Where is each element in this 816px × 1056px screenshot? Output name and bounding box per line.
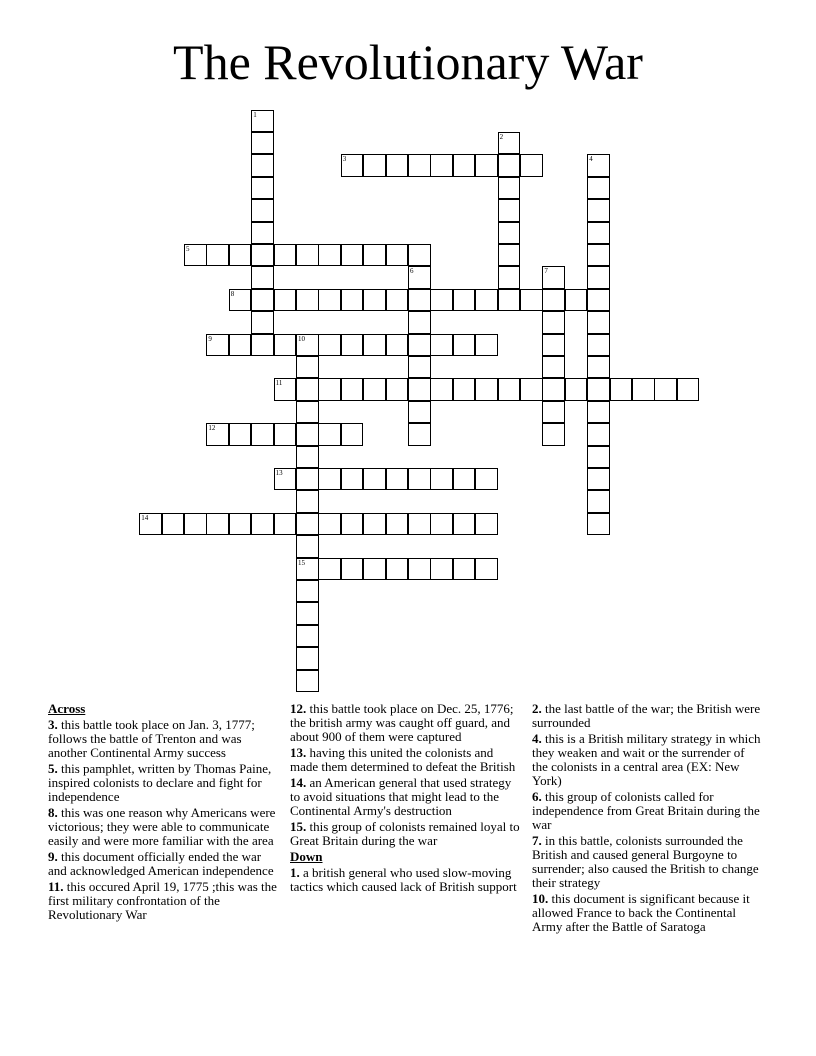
grid-cell[interactable]	[475, 334, 498, 357]
clue-item-text: an American general that used strategy to avoid situations that might lead to the Continental Army's destruction	[290, 775, 512, 818]
grid-cell[interactable]	[296, 558, 319, 581]
clue-item-text: having this united the colonists and made them determined to defeat the British	[290, 745, 516, 774]
clue-item-text: this group of colonists remained loyal to Great Britain during the war	[290, 819, 520, 848]
clue-item-number: 9.	[48, 849, 58, 864]
grid-cell[interactable]	[386, 334, 409, 357]
grid-cell[interactable]	[296, 602, 319, 625]
clue-item-text: this group of colonists called for independence from Great Britain during the war	[532, 789, 760, 832]
clue-item	[48, 718, 278, 760]
grid-cell[interactable]	[408, 378, 431, 401]
grid-cell[interactable]	[542, 423, 565, 446]
grid-cell[interactable]	[341, 378, 364, 401]
grid-cell[interactable]	[475, 289, 498, 312]
clue-number: 9	[208, 334, 212, 343]
grid-cell[interactable]	[296, 670, 319, 693]
clue-item	[532, 702, 762, 730]
grid-cell[interactable]	[587, 266, 610, 289]
clue-item-number: 13.	[290, 745, 307, 760]
grid-cell[interactable]	[453, 513, 476, 536]
grid-cell[interactable]	[520, 154, 543, 177]
grid-cell[interactable]	[408, 334, 431, 357]
grid-cell[interactable]	[251, 132, 274, 155]
clue-item-number: 8.	[48, 805, 58, 820]
grid-cell[interactable]	[229, 334, 252, 357]
grid-cell[interactable]	[453, 558, 476, 581]
clue-item-text: this occured April 19, 1775 ;this was the first military confrontation of the Revolutionary War	[48, 879, 277, 922]
grid-cell[interactable]	[229, 513, 252, 536]
grid-cell[interactable]	[341, 468, 364, 491]
grid-cell[interactable]	[610, 378, 633, 401]
grid-cell[interactable]	[318, 513, 341, 536]
clue-item-number: 6.	[532, 789, 542, 804]
grid-cell[interactable]	[296, 580, 319, 603]
grid-cell[interactable]	[251, 334, 274, 357]
clue-item	[48, 762, 278, 804]
grid-cell[interactable]	[408, 513, 431, 536]
grid-cell[interactable]	[498, 154, 521, 177]
grid-cell[interactable]	[542, 266, 565, 289]
across-clue-list-continued	[290, 702, 520, 848]
grid-cell[interactable]	[296, 244, 319, 267]
grid-cell[interactable]	[296, 401, 319, 424]
grid-cell[interactable]	[386, 378, 409, 401]
grid-cell[interactable]	[498, 244, 521, 267]
grid-cell[interactable]	[363, 558, 386, 581]
down-clue-list	[290, 866, 520, 894]
clues-column-3	[532, 702, 762, 936]
grid-cell[interactable]	[408, 289, 431, 312]
grid-cell[interactable]	[654, 378, 677, 401]
grid-cell[interactable]	[296, 468, 319, 491]
grid-cell[interactable]	[430, 289, 453, 312]
grid-cell[interactable]	[251, 311, 274, 334]
grid-cell[interactable]	[251, 423, 274, 446]
grid-cell[interactable]	[274, 244, 297, 267]
clue-item-number: 10.	[532, 891, 549, 906]
clue-item-number: 2.	[532, 701, 542, 716]
clue-item-text: this pamphlet, written by Thomas Paine, inspired colonists to declare and fight for independence	[48, 761, 272, 804]
grid-cell[interactable]	[386, 513, 409, 536]
grid-cell[interactable]	[475, 378, 498, 401]
grid-cell[interactable]	[542, 311, 565, 334]
grid-cell[interactable]	[251, 266, 274, 289]
clue-item-text: this battle took place on Jan. 3, 1777; follows the battle of Trenton and was another Continental Army success	[48, 717, 255, 760]
grid-cell[interactable]	[475, 154, 498, 177]
grid-cell[interactable]	[341, 423, 364, 446]
grid-cell[interactable]	[453, 378, 476, 401]
grid-cell[interactable]	[498, 289, 521, 312]
grid-cell[interactable]	[296, 446, 319, 469]
clue-number: 11	[275, 379, 283, 388]
grid-cell[interactable]	[587, 378, 610, 401]
grid-cell[interactable]	[587, 177, 610, 200]
clue-number: 12	[208, 424, 216, 433]
grid-cell[interactable]	[498, 177, 521, 200]
clue-number: 2	[499, 132, 504, 141]
clues-column-2	[290, 702, 520, 896]
grid-cell[interactable]	[475, 468, 498, 491]
grid-cell[interactable]	[229, 244, 252, 267]
grid-cell[interactable]	[587, 468, 610, 491]
grid-cell[interactable]	[296, 423, 319, 446]
clue-item	[290, 866, 520, 894]
grid-cell[interactable]	[542, 334, 565, 357]
clue-item	[532, 732, 762, 788]
clue-item	[532, 892, 762, 934]
grid-cell[interactable]	[542, 401, 565, 424]
grid-cell[interactable]	[296, 535, 319, 558]
grid-cell[interactable]	[408, 401, 431, 424]
clue-number: 14	[141, 513, 149, 522]
grid-cell[interactable]	[296, 647, 319, 670]
grid-cell[interactable]	[408, 266, 431, 289]
grid-cell[interactable]	[363, 289, 386, 312]
grid-cell[interactable]	[386, 289, 409, 312]
grid-cell[interactable]	[274, 378, 297, 401]
grid-cell[interactable]	[341, 289, 364, 312]
grid-cell[interactable]	[251, 513, 274, 536]
grid-cell[interactable]	[542, 356, 565, 379]
clue-item	[48, 880, 278, 922]
clue-number: 1	[253, 110, 257, 119]
clue-item-text: this battle took place on Dec. 25, 1776; the british army was caught off guard, and about 900 of them were captured	[290, 701, 514, 744]
clue-number: 7	[544, 267, 548, 276]
grid-cell[interactable]	[430, 334, 453, 357]
clue-item-text: in this battle, colonists surrounded the British and caused general Burgoyne to surrender; also caused the British to change their strategy	[532, 833, 759, 890]
clue-item-text: the last battle of the war; the British were surrounded	[532, 701, 761, 730]
grid-cell[interactable]	[408, 356, 431, 379]
grid-cell[interactable]	[139, 513, 162, 536]
clue-item	[532, 834, 762, 890]
grid-cell[interactable]	[296, 490, 319, 513]
grid-cell[interactable]	[408, 558, 431, 581]
grid-cell[interactable]	[430, 468, 453, 491]
grid-cell[interactable]	[206, 513, 229, 536]
grid-cell[interactable]	[587, 423, 610, 446]
grid-cell[interactable]	[318, 423, 341, 446]
grid-cell[interactable]	[274, 423, 297, 446]
grid-cell[interactable]	[363, 154, 386, 177]
grid-cell[interactable]	[430, 558, 453, 581]
grid-cell[interactable]	[386, 558, 409, 581]
grid-cell[interactable]	[565, 378, 588, 401]
clue-item-number: 7.	[532, 833, 542, 848]
grid-cell[interactable]	[498, 222, 521, 245]
grid-cell[interactable]	[453, 334, 476, 357]
grid-cell[interactable]	[341, 154, 364, 177]
grid-cell[interactable]	[206, 244, 229, 267]
grid-cell[interactable]	[296, 334, 319, 357]
clue-item-number: 5.	[48, 761, 58, 776]
grid-cell[interactable]	[408, 154, 431, 177]
grid-cell[interactable]	[318, 244, 341, 267]
grid-cell[interactable]	[498, 266, 521, 289]
grid-cell[interactable]	[587, 289, 610, 312]
grid-cell[interactable]	[386, 468, 409, 491]
grid-cell[interactable]	[296, 289, 319, 312]
grid-cell[interactable]	[430, 154, 453, 177]
grid-cell[interactable]	[296, 378, 319, 401]
grid-cell[interactable]	[251, 154, 274, 177]
grid-cell[interactable]	[386, 154, 409, 177]
grid-cell[interactable]	[206, 334, 229, 357]
grid-cell[interactable]	[251, 244, 274, 267]
grid-cell[interactable]	[206, 423, 229, 446]
grid-cell[interactable]	[498, 199, 521, 222]
grid-cell[interactable]	[318, 289, 341, 312]
grid-cell[interactable]	[296, 625, 319, 648]
grid-cell[interactable]	[296, 513, 319, 536]
grid-cell[interactable]	[274, 289, 297, 312]
grid-cell[interactable]	[408, 311, 431, 334]
grid-cell[interactable]	[341, 558, 364, 581]
clue-item	[48, 850, 278, 878]
grid-cell[interactable]	[587, 446, 610, 469]
clue-item	[532, 790, 762, 832]
grid-cell[interactable]	[408, 468, 431, 491]
clue-item-number: 1.	[290, 865, 300, 880]
grid-cell[interactable]	[632, 378, 655, 401]
grid-cell[interactable]	[162, 513, 185, 536]
grid-cell[interactable]	[408, 244, 431, 267]
grid-cell[interactable]	[587, 356, 610, 379]
grid-cell[interactable]	[587, 513, 610, 536]
grid-cell[interactable]	[498, 132, 521, 155]
clue-item-text: this document is significant because it allowed France to back the Continental Army after the Battle of Saratoga	[532, 891, 750, 934]
grid-cell[interactable]	[475, 558, 498, 581]
grid-cell[interactable]	[587, 154, 610, 177]
grid-cell[interactable]	[542, 378, 565, 401]
clue-item	[48, 806, 278, 848]
grid-cell[interactable]	[251, 222, 274, 245]
clue-item	[290, 746, 520, 774]
clue-item-text: this is a British military strategy in which they weaken and wait or the surrender of the colonists in a central area (EX: New York)	[532, 731, 761, 788]
grid-cell[interactable]	[274, 334, 297, 357]
grid-cell[interactable]	[229, 423, 252, 446]
grid-cell[interactable]	[453, 468, 476, 491]
grid-cell[interactable]	[341, 513, 364, 536]
grid-cell[interactable]	[453, 289, 476, 312]
grid-cell[interactable]	[386, 244, 409, 267]
grid-cell[interactable]	[251, 289, 274, 312]
grid-cell[interactable]	[520, 378, 543, 401]
grid-cell[interactable]	[408, 423, 431, 446]
grid-cell[interactable]	[184, 244, 207, 267]
grid-cell[interactable]	[274, 468, 297, 491]
grid-cell[interactable]	[341, 244, 364, 267]
down-clue-list-continued	[532, 702, 762, 934]
grid-cell[interactable]	[430, 378, 453, 401]
grid-cell[interactable]	[318, 468, 341, 491]
grid-cell[interactable]	[184, 513, 207, 536]
down-heading: Down	[290, 849, 323, 864]
grid-cell[interactable]	[341, 334, 364, 357]
grid-cell[interactable]	[251, 199, 274, 222]
clue-item-number: 11.	[48, 879, 64, 894]
grid-cell[interactable]	[363, 244, 386, 267]
grid-cell[interactable]	[274, 513, 297, 536]
clue-item-number: 14.	[290, 775, 307, 790]
grid-cell[interactable]	[453, 154, 476, 177]
clue-item-number: 15.	[290, 819, 307, 834]
clue-item-text: this was one reason why Americans were victorious; they were able to communicate easily and were more familiar with the area	[48, 805, 276, 848]
grid-cell[interactable]	[587, 311, 610, 334]
clue-item-number: 3.	[48, 717, 58, 732]
clue-item-number: 4.	[532, 731, 542, 746]
grid-cell[interactable]	[363, 513, 386, 536]
grid-cell[interactable]	[296, 356, 319, 379]
grid-cell[interactable]	[498, 378, 521, 401]
grid-cell[interactable]	[520, 289, 543, 312]
clue-number: 15	[298, 558, 305, 567]
clue-number: 6	[410, 267, 414, 276]
clue-item-text: this document officially ended the war and acknowledged American independence	[48, 849, 274, 878]
grid-cell[interactable]	[318, 378, 341, 401]
clue-number: 10	[298, 334, 305, 343]
grid-cell[interactable]	[251, 110, 274, 133]
clue-item-number: 12.	[290, 701, 307, 716]
grid-cell[interactable]	[475, 513, 498, 536]
grid-cell[interactable]	[251, 177, 274, 200]
clue-item	[290, 702, 520, 744]
across-heading: Across	[48, 701, 86, 716]
clue-item	[290, 820, 520, 848]
grid-cell[interactable]	[363, 334, 386, 357]
clues-column-1	[48, 702, 278, 924]
grid-cell[interactable]	[318, 334, 341, 357]
puzzle-title: The Revolutionary War	[173, 34, 643, 90]
grid-cell[interactable]	[318, 558, 341, 581]
clue-number: 3	[342, 155, 347, 164]
grid-cell[interactable]	[229, 289, 252, 312]
grid-cell[interactable]	[587, 222, 610, 245]
clue-item-text: a british general who used slow-moving tactics which caused lack of British support	[290, 865, 517, 894]
clue-number: 5	[186, 244, 190, 253]
grid-cell[interactable]	[587, 199, 610, 222]
grid-cell[interactable]	[565, 289, 588, 312]
clue-number: 13	[275, 468, 283, 477]
grid-cell[interactable]	[587, 334, 610, 357]
across-clue-list	[48, 718, 278, 922]
grid-cell[interactable]	[430, 513, 453, 536]
clue-item	[290, 776, 520, 818]
clue-number: 8	[230, 289, 235, 298]
clue-number: 4	[589, 155, 593, 164]
grid-cell[interactable]	[587, 490, 610, 513]
grid-cell[interactable]	[363, 378, 386, 401]
grid-cell[interactable]	[587, 244, 610, 267]
grid-cell[interactable]	[677, 378, 700, 401]
grid-cell[interactable]	[542, 289, 565, 312]
grid-cell[interactable]	[587, 401, 610, 424]
grid-cell[interactable]	[363, 468, 386, 491]
